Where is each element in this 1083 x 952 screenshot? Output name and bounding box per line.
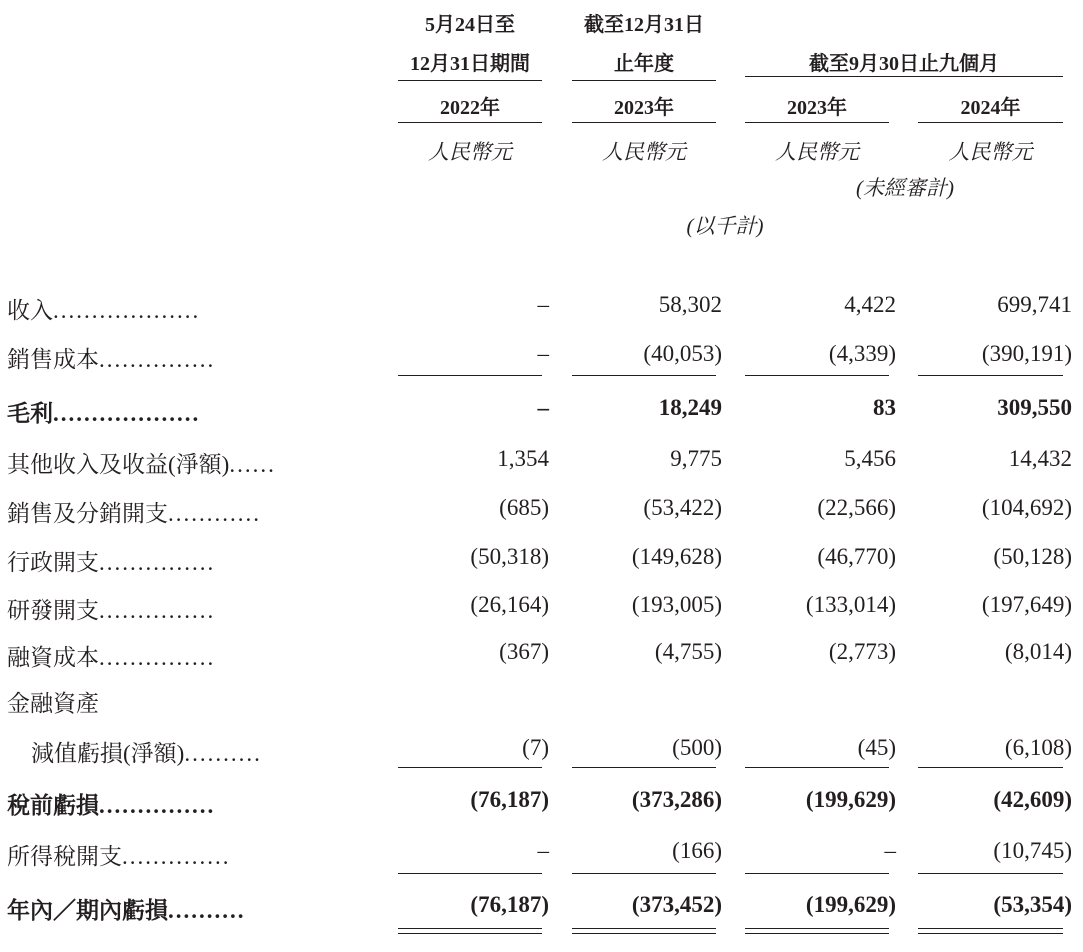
row-label-text: 所得稅開支 [7, 844, 122, 869]
header-rule-col1 [398, 80, 542, 81]
row-label-text: 其他收入及收益(淨額) [7, 452, 230, 477]
row-value-col2: (373,452) [631, 892, 722, 917]
row-label [7, 639, 215, 672]
row-value-col3: (45) [857, 735, 896, 760]
unit-note: (以千計) [686, 214, 764, 238]
row-value-col1: 1,354 [497, 446, 549, 471]
col1-header-line2: 12月31日期間 [410, 53, 530, 75]
row-value-col2: (40,053) [643, 341, 722, 366]
row-label-text: 毛利 [7, 401, 53, 426]
row-label [7, 446, 276, 479]
row-value-col2: 58,302 [658, 292, 722, 317]
row-label [7, 685, 99, 718]
row-leader-dots: ............... [99, 550, 216, 575]
subtotal-rule-1 [398, 375, 542, 376]
subtotal-rule-6 [572, 767, 716, 768]
row-leader-dots: ...... [229, 452, 276, 477]
row-leader-dots: ................... [53, 401, 201, 426]
col34-group-header: 截至9月30日止九個月 [809, 53, 999, 75]
row-value-col3: 4,422 [844, 292, 896, 317]
total-double-rule-2 [572, 928, 716, 934]
row-label-text: 稅前虧損 [7, 793, 99, 818]
row-leader-dots: ............... [99, 347, 216, 372]
row-label-text: 銷售成本 [7, 347, 99, 372]
row-label [7, 544, 215, 577]
row-value-col3: 5,456 [844, 446, 896, 471]
currency-1: 人民幣元 [428, 140, 512, 164]
year-header-3: 2023年 [787, 97, 847, 119]
row-leader-dots: ............... [99, 793, 216, 818]
subtotal-rule-5 [398, 767, 542, 768]
row-label-text: 融資成本 [7, 645, 99, 670]
subtotal-rule-8 [918, 767, 1063, 768]
col1-header-line1: 5月24日至 [425, 14, 515, 36]
row-value-col4: (8,014) [1004, 639, 1072, 664]
total-double-rule-3 [745, 928, 889, 934]
row-value-col1: (50,318) [470, 544, 549, 569]
row-value-col4: (10,745) [993, 838, 1072, 863]
row-value-col4: (53,354) [993, 892, 1072, 917]
total-double-rule-4 [918, 928, 1063, 934]
row-value-col3: (133,014) [805, 592, 896, 617]
row-value-col3: (46,770) [817, 544, 896, 569]
row-value-col2: (373,286) [631, 787, 722, 812]
row-value-col1: – [537, 838, 549, 863]
row-value-col1: – [537, 341, 549, 366]
year-header-2: 2023年 [614, 97, 674, 119]
row-value-col4: (197,649) [981, 592, 1072, 617]
row-value-col1: (7) [522, 735, 549, 760]
row-value-col3: – [884, 838, 896, 863]
row-value-col2: (53,422) [643, 495, 722, 520]
year-rule-1 [398, 122, 542, 123]
row-label [7, 341, 215, 374]
row-label-text: 減值虧損(淨額) [31, 741, 185, 766]
row-value-col2: (193,005) [631, 592, 722, 617]
header-rule-col2 [572, 80, 716, 81]
row-leader-dots: .............. [122, 844, 231, 869]
row-value-col1: (685) [499, 495, 549, 520]
row-label [7, 787, 215, 820]
row-value-col4: (104,692) [981, 495, 1072, 520]
row-label [7, 395, 200, 428]
row-label [7, 838, 231, 871]
row-value-col2: (4,755) [654, 639, 722, 664]
row-value-col2: (500) [672, 735, 722, 760]
year-rule-4 [918, 122, 1063, 123]
row-leader-dots: .......... [168, 898, 246, 923]
row-value-col4: 309,550 [997, 395, 1072, 420]
row-leader-dots: ............... [99, 645, 216, 670]
currency-4: 人民幣元 [948, 140, 1033, 164]
subtotal-rule-7 [745, 767, 889, 768]
row-value-col4: (6,108) [1004, 735, 1072, 760]
row-label-text: 銷售及分銷開支 [7, 501, 168, 526]
total-double-rule-1 [398, 928, 542, 934]
row-value-col3: 83 [873, 395, 896, 420]
row-value-col3: (2,773) [828, 639, 896, 664]
year-rule-3 [745, 122, 889, 123]
subtotal-rule-12 [918, 873, 1063, 874]
row-label [31, 735, 262, 768]
row-label-text: 金融資產 [7, 691, 99, 716]
row-label [7, 495, 261, 528]
row-value-col3: (22,566) [817, 495, 896, 520]
year-rule-2 [572, 122, 716, 123]
row-label-text: 行政開支 [7, 550, 99, 575]
row-value-col2: (166) [672, 838, 722, 863]
row-leader-dots: .......... [184, 741, 262, 766]
unaudited-note: (未經審計) [856, 176, 954, 200]
row-label-text: 收入 [7, 298, 53, 323]
subtotal-rule-10 [572, 873, 716, 874]
row-value-col1: – [537, 292, 549, 317]
row-label-text: 研發開支 [7, 598, 99, 623]
row-value-col1: (26,164) [470, 592, 549, 617]
subtotal-rule-11 [745, 873, 889, 874]
row-value-col4: 14,432 [1008, 446, 1072, 471]
row-label [7, 592, 215, 625]
row-value-col1: (76,187) [470, 892, 549, 917]
row-label [7, 292, 200, 325]
row-leader-dots: ............... [99, 598, 216, 623]
currency-2: 人民幣元 [602, 140, 686, 164]
row-value-col1: – [537, 395, 549, 420]
row-value-col3: (199,629) [805, 787, 896, 812]
row-leader-dots: ................... [53, 298, 201, 323]
row-value-col3: (199,629) [805, 892, 896, 917]
subtotal-rule-3 [745, 375, 889, 376]
row-value-col1: (76,187) [470, 787, 549, 812]
currency-3: 人民幣元 [775, 140, 859, 164]
subtotal-rule-2 [572, 375, 716, 376]
subtotal-rule-9 [398, 873, 542, 874]
row-value-col1: (367) [499, 639, 549, 664]
year-header-1: 2022年 [440, 97, 500, 119]
row-value-col2: 18,249 [658, 395, 722, 420]
row-label [7, 892, 246, 925]
row-value-col3: (4,339) [828, 341, 896, 366]
row-value-col4: (42,609) [993, 787, 1072, 812]
row-value-col4: 699,741 [997, 292, 1072, 317]
row-value-col2: 9,775 [670, 446, 722, 471]
row-value-col4: (390,191) [981, 341, 1072, 366]
header-rule-col34 [745, 76, 1063, 77]
col2-header-line1: 截至12月31日 [584, 14, 704, 36]
row-label-text: 年內／期內虧損 [7, 898, 168, 923]
col2-header-line2: 止年度 [614, 53, 674, 75]
subtotal-rule-4 [918, 375, 1063, 376]
year-header-4: 2024年 [960, 97, 1021, 119]
row-value-col4: (50,128) [993, 544, 1072, 569]
row-value-col2: (149,628) [631, 544, 722, 569]
row-leader-dots: ............ [168, 501, 261, 526]
